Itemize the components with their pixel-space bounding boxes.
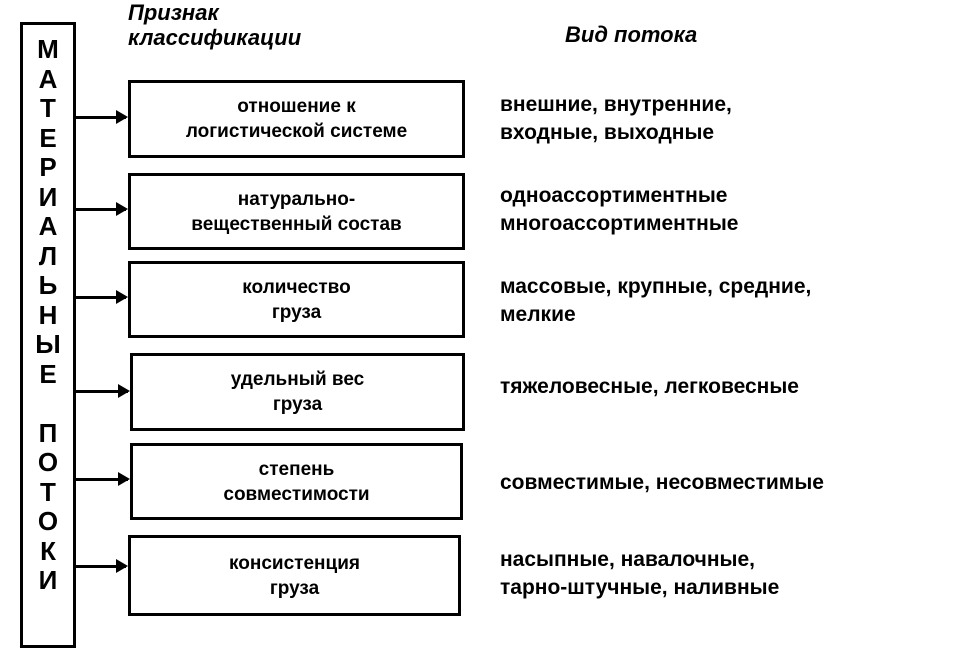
criterion-box: степень совместимости	[130, 443, 463, 520]
vertical-letter: Е	[39, 122, 57, 153]
vertical-letter: А	[38, 63, 58, 94]
vertical-letter: Ы	[35, 329, 61, 359]
flow-type-text: тяжеловесные, легковесные	[500, 375, 799, 398]
arrow-connector	[76, 478, 128, 481]
material-flows-box	[20, 22, 76, 648]
vertical-letter: Н	[38, 299, 58, 330]
vertical-letter: И	[38, 181, 58, 212]
vertical-letter: А	[38, 211, 58, 241]
flow-type-text: совместимые, несовместимые	[500, 471, 824, 494]
criterion-box: консистенция груза	[128, 535, 461, 616]
criterion-column-header: Признак классификации	[128, 0, 302, 50]
flow-type-text: массовые, крупные, средние, мелкие	[500, 275, 812, 326]
criterion-box: натурально- вещественный состав	[128, 173, 465, 250]
arrow-connector	[76, 390, 128, 393]
vertical-letter: Л	[38, 240, 58, 271]
vertical-letter: Е	[39, 358, 57, 389]
vertical-letter: О	[37, 447, 59, 477]
vertical-letter: Ь	[38, 270, 58, 300]
vertical-letter	[23, 389, 73, 419]
flow-type-text: насыпные, навалочные, тарно-штучные, наливные	[500, 548, 780, 599]
vertical-letter: Р	[39, 152, 57, 182]
arrow-connector	[76, 208, 126, 211]
vertical-letter: П	[38, 417, 58, 448]
flow-type-column-header: Вид потока	[565, 22, 698, 47]
vertical-letter: К	[40, 535, 56, 566]
vertical-letter: Т	[40, 476, 56, 507]
vertical-letter: Т	[40, 93, 56, 123]
flow-type-text: внешние, внутренние, входные, выходные	[500, 93, 732, 144]
arrow-connector	[76, 296, 126, 299]
arrow-connector	[76, 116, 126, 119]
vertical-letter: И	[38, 565, 58, 595]
material-flows-vertical-label	[23, 35, 73, 596]
arrow-connector	[76, 565, 126, 568]
flow-type-text: одноассортиментные многоассортиментные	[500, 184, 739, 235]
vertical-letter: М	[37, 34, 59, 64]
criterion-box: отношение к логистической системе	[128, 80, 465, 158]
criterion-box: удельный вес груза	[130, 353, 465, 431]
vertical-letter: О	[37, 506, 59, 536]
criterion-box: количество груза	[128, 261, 465, 338]
